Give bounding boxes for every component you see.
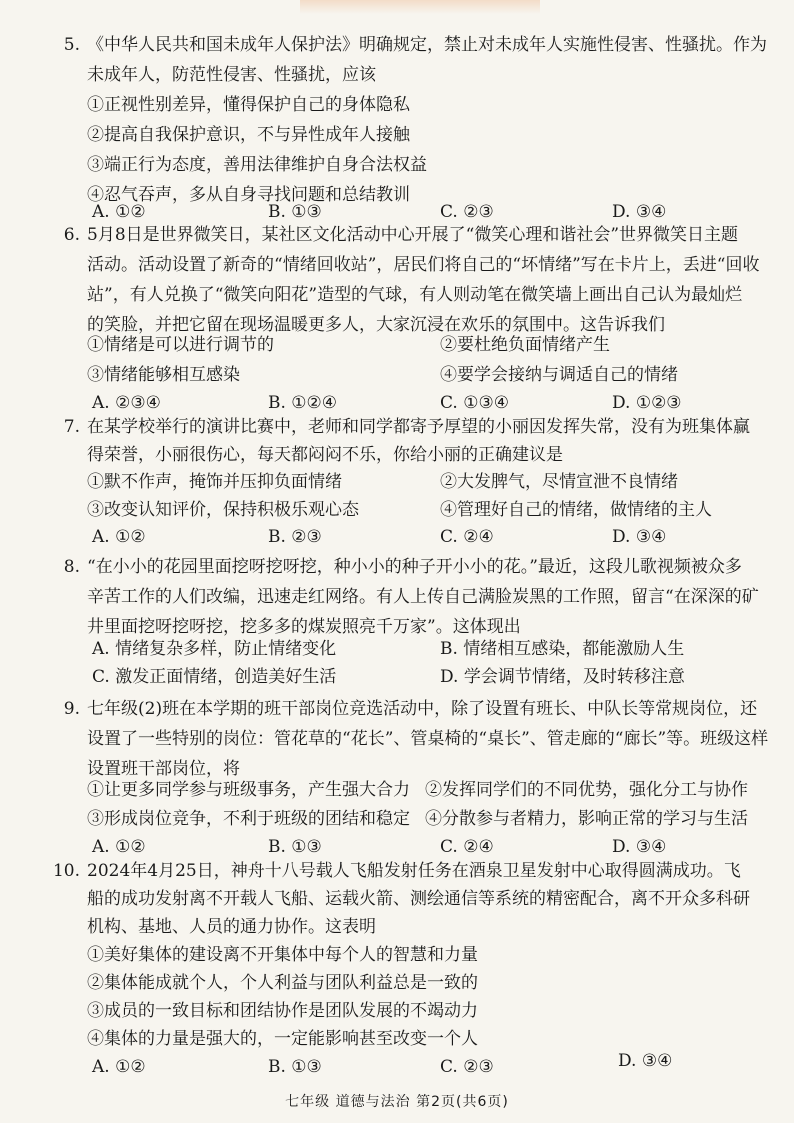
question-stem: 机构、基地、人员的通力协作。这表明 xyxy=(87,917,376,937)
statement: ④管理好自己的情绪，做情绪的主人 xyxy=(440,500,712,520)
question-stem: 5月8日是世界微笑日，某社区文化活动中心开展了“微笑心理和谐社会”世界微笑日主题 xyxy=(87,225,739,245)
statement: ②要杜绝负面情绪产生 xyxy=(440,335,610,355)
statement: ②大发脾气，尽情宣泄不良情绪 xyxy=(440,472,678,492)
option-d: D. 学会调节情绪，及时转移注意 xyxy=(440,667,685,687)
statement: ④集体的力量是强大的，一定能影响甚至改变一个人 xyxy=(87,1029,478,1049)
option-b: B. ②③ xyxy=(268,527,322,547)
option-b: B. ①②④ xyxy=(268,393,338,413)
option-b: B. 情绪相互感染，都能激励人生 xyxy=(440,639,685,659)
question-number: 8. xyxy=(63,557,80,577)
question-stem: “在小小的花园里面挖呀挖呀挖，种小小的种子开小小的花。”最近，这段儿歌视频被众多 xyxy=(87,557,742,577)
statement: ②集体能成就个人，个人利益与团队利益总是一致的 xyxy=(87,973,478,993)
statement: ①正视性别差异，懂得保护自己的身体隐私 xyxy=(87,95,410,115)
option-a: A. ①② xyxy=(92,202,146,222)
question-stem: 活动。活动设置了新奇的“情绪回收站”，居民们将自己的“坏情绪”写在卡片上，丢进“回收 xyxy=(87,255,760,275)
statement: ①美好集体的建设离不开集体中每个人的智慧和力量 xyxy=(87,945,478,965)
question-number: 6. xyxy=(63,225,80,245)
option-a: A. ①② xyxy=(92,527,146,547)
option-a: A. ②③④ xyxy=(92,393,161,413)
option-c: C. ②④ xyxy=(440,837,494,857)
question-stem: 未成年人，防范性侵害、性骚扰，应该 xyxy=(87,65,376,85)
option-a: A. 情绪复杂多样，防止情绪变化 xyxy=(92,639,337,659)
statement: ①情绪是可以进行调节的 xyxy=(87,335,274,355)
question-stem: 的笑脸，并把它留在现场温暖更多人，大家沉浸在欢乐的氛围中。这告诉我们 xyxy=(87,315,665,335)
statement: ①默不作声，掩饰并压抑负面情绪 xyxy=(87,472,342,492)
question-number: 9. xyxy=(63,699,80,719)
option-c: C. 激发正面情绪，创造美好生活 xyxy=(92,667,337,687)
statement: ③形成岗位竞争，不利于班级的团结和稳定 xyxy=(87,809,410,829)
statement: ③改变认知评价，保持积极乐观心态 xyxy=(87,500,359,520)
statement: ④分散参与者精力，影响正常的学习与生活 xyxy=(425,809,748,829)
statement: ①让更多同学参与班级事务，产生强大合力 xyxy=(87,780,410,800)
page-footer: 七年级 道德与法治 第2页(共6页) xyxy=(285,1094,509,1110)
option-b: B. ①③ xyxy=(268,1057,322,1077)
option-d: D. ③④ xyxy=(612,527,667,547)
option-b: B. ①③ xyxy=(268,202,322,222)
question-stem: 井里面挖呀挖呀挖，挖多多的煤炭照亮千万家”。这体现出 xyxy=(87,617,521,637)
option-d: D. ③④ xyxy=(612,202,667,222)
option-c: C. ②③ xyxy=(440,1057,494,1077)
question-stem: 七年级(2)班在本学期的班干部岗位竞选活动中，除了设置有班长、中队长等常规岗位，还 xyxy=(87,699,758,719)
question-number: 7. xyxy=(63,417,80,437)
question-stem: 在某学校举行的演讲比赛中，老师和同学都寄予厚望的小丽因发挥失常，没有为班集体赢 xyxy=(87,417,750,437)
option-d: D. ③④ xyxy=(618,1051,673,1071)
statement: ④要学会接纳与调适自己的情绪 xyxy=(440,365,678,385)
option-c: C. ②③ xyxy=(440,202,494,222)
option-d: D. ③④ xyxy=(612,837,667,857)
statement: ③端正行为态度，善用法律维护自身合法权益 xyxy=(87,155,427,175)
question-stem: 船的成功发射离不开载人飞船、运载火箭、测绘通信等系统的精密配合，离不开众多科研 xyxy=(87,889,750,909)
question-number: 10. xyxy=(52,861,80,881)
question-stem: 辛苦工作的人们改编，迅速走红网络。有人上传自己满脸炭黑的工作照，留言“在深深的矿 xyxy=(87,587,759,607)
question-stem: 得荣誉，小丽很伤心，每天都闷闷不乐，你给小丽的正确建议是 xyxy=(87,445,563,465)
question-stem: 站”，有人兑换了“微笑向阳花”造型的气球，有人则动笔在微笑墙上画出自己认为最灿烂 xyxy=(87,285,743,305)
statement: ④忍气吞声，多从自身寻找问题和总结教训 xyxy=(87,185,410,205)
question-stem: 设置了一些特别的岗位：管花草的“花长”、管桌椅的“桌长”、管走廊的“廊长”等。班级这样 xyxy=(87,729,769,749)
option-b: B. ①③ xyxy=(268,837,322,857)
question-number: 5. xyxy=(63,35,80,55)
option-a: A. ①② xyxy=(92,1057,146,1077)
question-stem: 设置班干部岗位，将 xyxy=(87,759,240,779)
question-stem: 2024年4月25日，神舟十八号载人飞船发射任务在酒泉卫星发射中心取得圆满成功。飞 xyxy=(87,861,741,881)
option-d: D. ①②③ xyxy=(612,393,682,413)
statement: ②发挥同学们的不同优势，强化分工与协作 xyxy=(425,780,748,800)
statement: ②提高自我保护意识，不与异性成年人接触 xyxy=(87,125,410,145)
option-c: C. ②④ xyxy=(440,527,494,547)
option-a: A. ①② xyxy=(92,837,146,857)
statement: ③情绪能够相互感染 xyxy=(87,365,240,385)
option-c: C. ①③④ xyxy=(440,393,509,413)
statement: ③成员的一致目标和团结协作是团队发展的不竭动力 xyxy=(87,1001,478,1021)
question-stem: 《中华人民共和国未成年人保护法》明确规定，禁止对未成年人实施性侵害、性骚扰。作为 xyxy=(87,35,767,55)
